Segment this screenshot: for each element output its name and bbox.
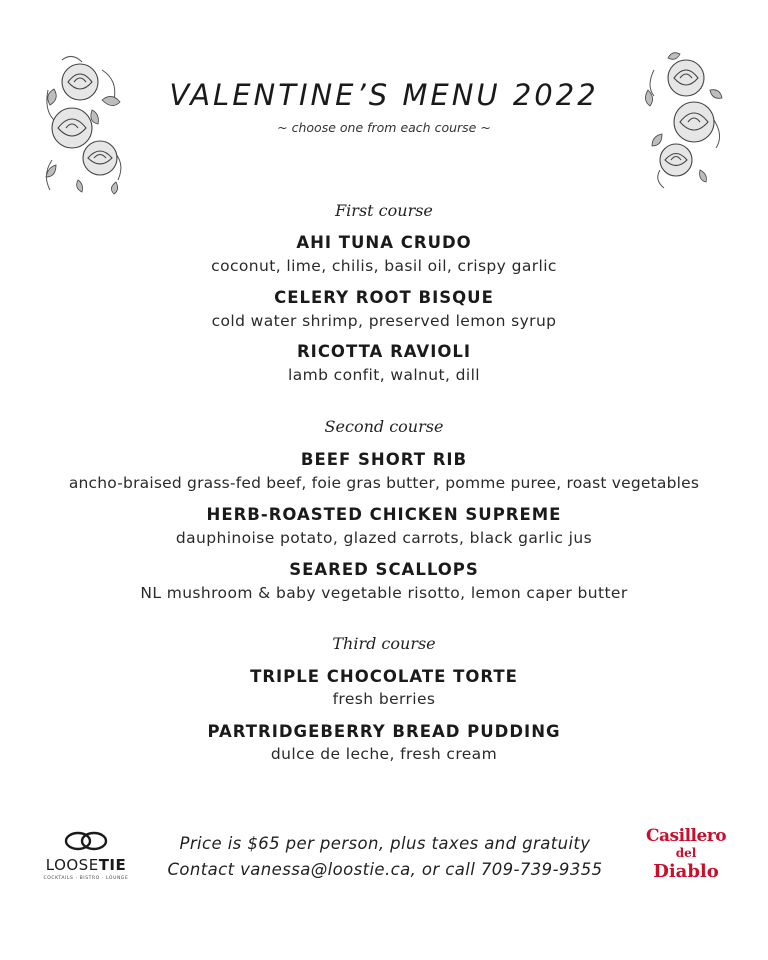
dish-name: TRIPLE CHOCOLATE TORTE [250, 667, 518, 686]
dish-name: SEARED SCALLOPS [289, 560, 479, 579]
loosetie-wordmark [40, 856, 132, 874]
loosetie-word-bold: TIE [98, 856, 127, 874]
dish-name: RICOTTA RAVIOLI [296, 342, 472, 361]
dish-name: CELERY ROOT BISQUE [274, 288, 494, 307]
dish-description: cold water shrimp, preserved lemon syrup [211, 312, 557, 330]
dish-description: lamb confit, walnut, dill [287, 366, 480, 384]
menu-subtitle: ~ choose one from each course ~ [277, 120, 491, 135]
loosetie-word-light: LOOSE [45, 856, 99, 874]
loosetie-tagline: COCKTAILS · BISTRO · LOUNGE [43, 876, 129, 881]
dish-description: NL mushroom & baby vegetable risotto, lemon caper butter [140, 584, 628, 602]
contact-info: Contact vanessa@loostie.ca, or call 709-739-9355 [167, 860, 603, 879]
casillero-word: Casillero [646, 826, 727, 846]
diablo-word: Diablo [653, 861, 719, 882]
course-heading-first: First course [335, 201, 433, 220]
dish-description: dauphinoise potato, glazed carrots, black garlic jus [175, 529, 593, 547]
dish-description: coconut, lime, chilis, basil oil, crispy garlic [211, 257, 557, 275]
dish-name: BEEF SHORT RIB [300, 450, 468, 469]
bowtie-knot-icon [62, 830, 110, 852]
course-heading-second: Second course [324, 417, 444, 436]
price-info: Price is $65 per person, plus taxes and gratuity [179, 834, 591, 853]
loosetie-logo [40, 830, 132, 886]
dish-name: PARTRIDGEBERRY BREAD PUDDING [207, 722, 561, 741]
course-heading-third: Third course [332, 634, 436, 653]
dish-name: AHI TUNA CRUDO [296, 233, 472, 252]
dish-description: ancho-braised grass-fed beef, foie gras butter, pomme puree, roast vegetables [68, 474, 700, 492]
casillero-del-diablo-logo [646, 826, 726, 886]
menu-title: VALENTINE’S MENU 2022 [169, 78, 599, 112]
dish-description: dulce de leche, fresh cream [270, 745, 498, 763]
dish-name: HERB-ROASTED CHICKEN SUPREME [206, 505, 562, 524]
dish-description: fresh berries [332, 690, 436, 708]
del-word: del [675, 846, 697, 860]
